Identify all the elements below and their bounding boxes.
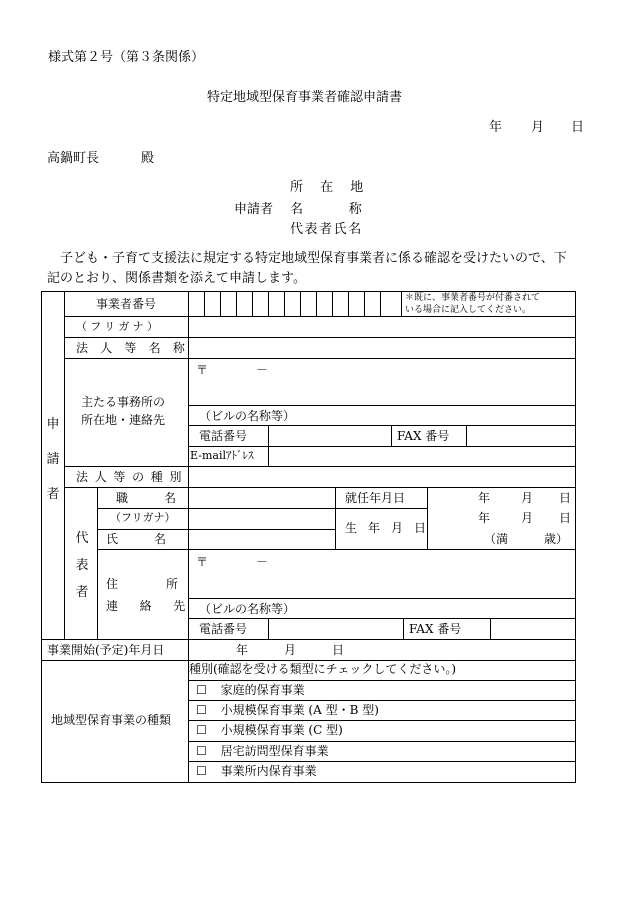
rep-building[interactable]: （ビルの名称等） [199,602,296,616]
rep-address-label: 住 所 [106,577,179,591]
intro-line-2: 記のとおり、関係書類を添えて申請します。 [47,271,306,286]
rep-position-label: 職 名 [116,491,177,505]
side-label-representative: 代 表 者 [75,531,89,600]
type-option-label: 居宅訪問型保育事業 [220,744,329,758]
business-number-label: 事業者番号 [96,297,157,311]
honorific: 殿 [141,151,155,166]
type-instruction: 種別(確認を受ける類型にチェックしてください。) [189,662,457,676]
office-email-label: E-mailｱﾄﾞﾚｽ [190,449,254,462]
type-option-1[interactable] [196,684,305,696]
checkbox-icon[interactable]: ☐ [196,744,207,758]
applicant-name-label: 名 称 [290,202,383,217]
rep-birth-year: 年 [478,511,491,525]
rep-appointment-year: 年 [478,491,491,505]
office-label-1: 主たる事務所の [81,395,166,409]
type-option-label: 家庭的保育事業 [220,683,305,697]
corp-furigana-label: （フリガナ） [76,320,162,333]
corp-type-label: 法 人 等 の 種 別 [76,470,183,484]
date-year: 年 [489,120,503,135]
type-option-2[interactable] [196,704,379,716]
business-number-input[interactable] [189,292,401,316]
intro-line-1: 子ども・子育て支援法に規定する特定地域型保育事業者に係る確認を受けたいので、下 [60,251,567,266]
checkbox-icon[interactable]: ☐ [196,703,207,717]
applicant-address-label: 所 在 地 [290,180,370,195]
type-option-5[interactable] [196,765,317,777]
checkbox-icon[interactable]: ☐ [196,723,207,737]
date-day: 日 [571,120,585,135]
date-month: 月 [531,120,545,135]
addressee: 高鍋町長 [47,151,100,166]
corp-name-input[interactable] [189,338,575,358]
start-date-value[interactable]: 年 月 日 [236,643,345,657]
rep-age: （満 歳） [484,532,569,546]
type-option-label: 事業所内保育事業 [220,764,317,778]
rep-appointment-month: 月 [521,491,534,505]
corp-name-label: 法 人 等 名 称 [76,341,190,355]
start-date-label: 事業開始(予定)年月日 [47,643,165,657]
corp-type-input[interactable] [189,467,575,487]
office-phone-label: 電話番号 [199,429,248,443]
business-type-label: 地域型保育事業の種類 [51,713,172,727]
document-title: 特定地域型保育事業者確認申請書 [207,90,403,105]
checkbox-icon[interactable]: ☐ [196,683,207,697]
rep-postal[interactable]: 〒 － [196,555,269,569]
type-option-4[interactable] [196,745,329,757]
checkbox-icon[interactable]: ☐ [196,764,207,778]
type-option-label: 小規模保育事業 (A 型・B 型) [220,703,379,717]
form-number: 様式第２号（第３条関係） [48,50,205,65]
corp-furigana-input[interactable] [189,317,575,337]
rep-birth-label: 生 年 月 日 [345,521,430,535]
rep-birth-day: 日 [559,511,572,525]
office-building[interactable]: （ビルの名称等） [199,409,296,423]
type-option-3[interactable] [196,724,343,736]
office-fax-label: FAX 番号 [397,429,450,443]
rep-name-label: 氏 名 [106,532,167,546]
rep-contact-label: 連 絡 先 [106,599,191,613]
rep-birth-month: 月 [521,511,534,525]
office-postal[interactable]: 〒 － [196,363,269,377]
office-label-2: 所在地・連絡先 [81,413,166,427]
rep-furigana-label: （フリガナ） [110,511,176,524]
type-option-label: 小規模保育事業 (C 型) [220,723,343,737]
business-number-note: ＊既に、事業者番号が付番されて いる場合に記入してください。 [405,293,541,315]
applicant-rep-label: 代表者氏名 [290,222,363,237]
side-label-applicant: 申 請 者 [46,417,60,502]
rep-phone-label: 電話番号 [199,622,248,636]
applicant-role-label: 申請者 [234,202,274,217]
rep-appointment-day: 日 [559,491,572,505]
rep-fax-label: FAX 番号 [409,622,462,636]
rep-appointment-label: 就任年月日 [345,491,406,505]
